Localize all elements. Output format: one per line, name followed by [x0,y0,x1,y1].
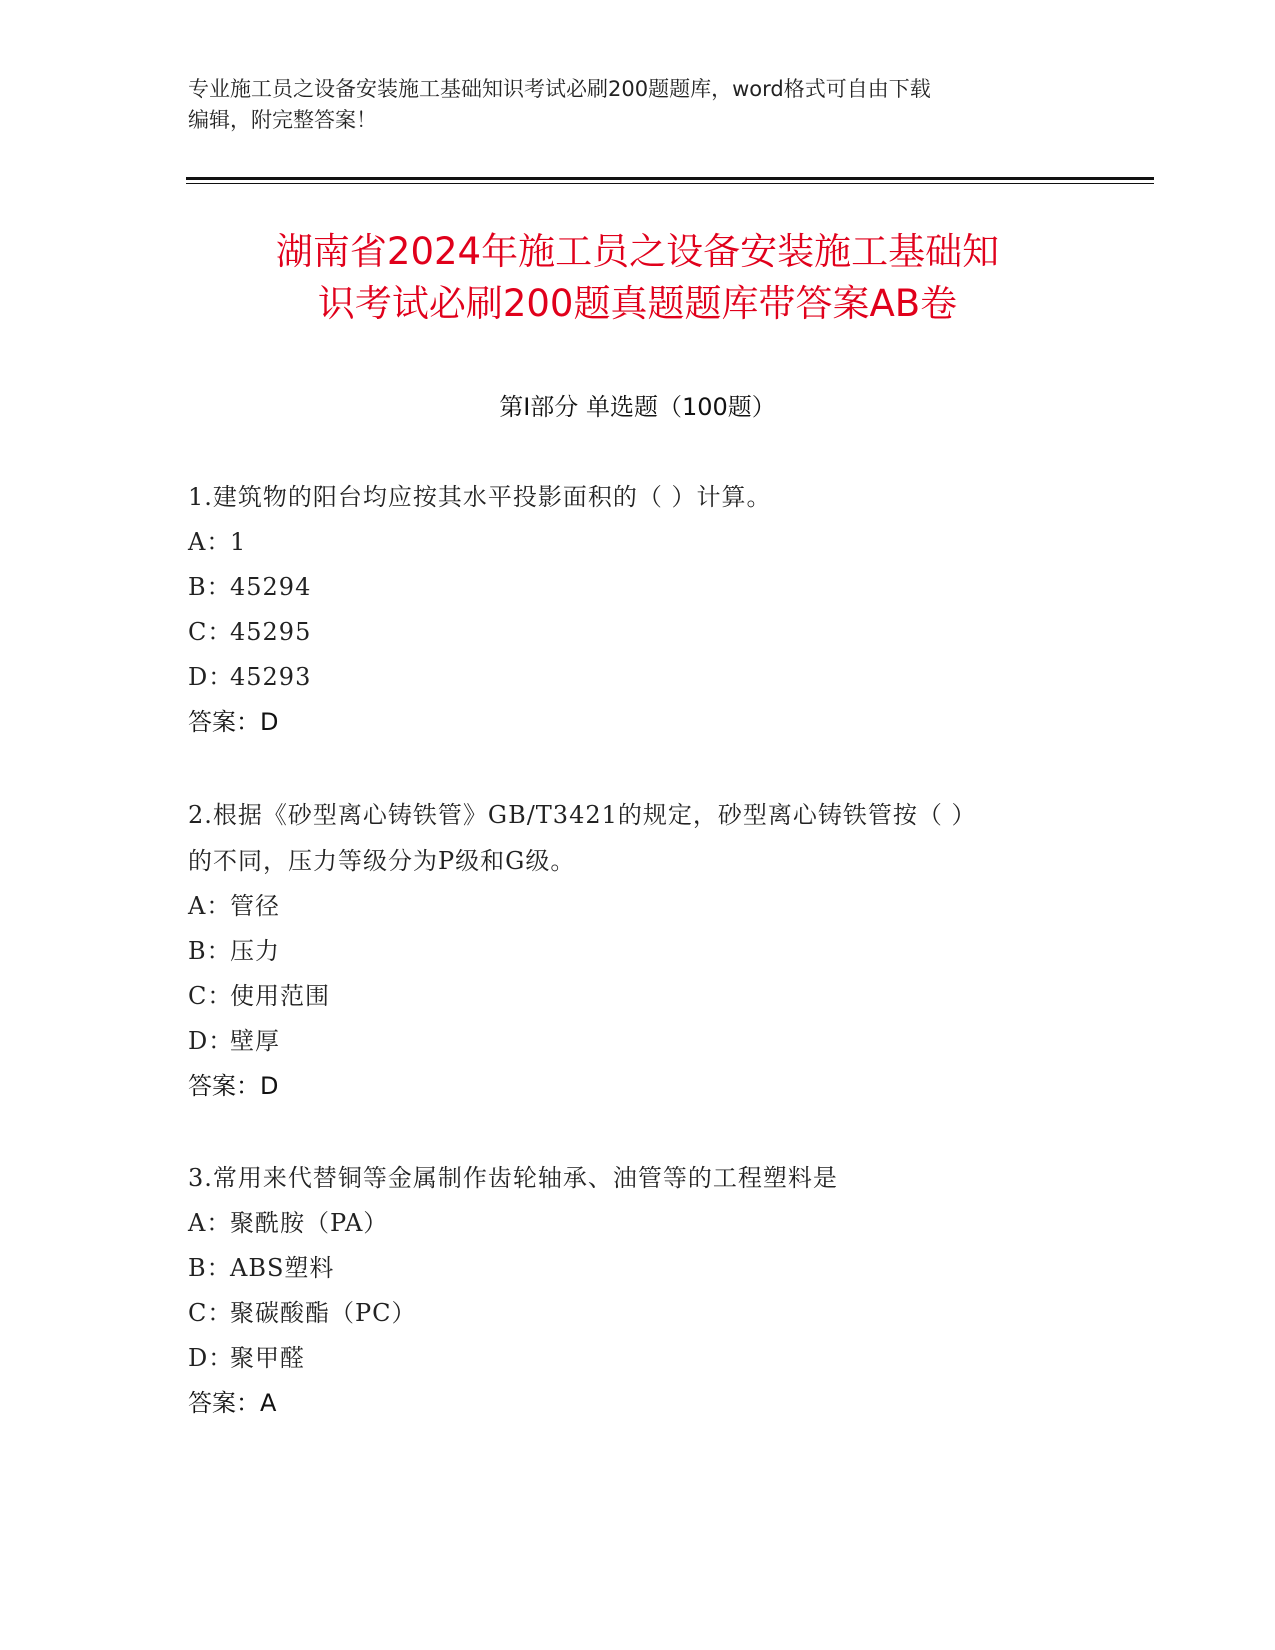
option-text: 1 [230,528,247,556]
option-a [188,520,1068,565]
option-key: D： [188,1344,234,1372]
option-key: B： [188,1254,232,1282]
answer-line: 答案：A [188,1389,277,1417]
option-c [188,610,1068,655]
question-stem: 3.常用来代替铜等金属制作齿轮轴承、油管等的工程塑料是 [188,1164,838,1192]
option-key: A： [188,1209,232,1237]
section-title: 第Ⅰ部分 单选题（100题） [499,393,776,421]
answer-line: 答案：D [188,708,279,736]
option-key: D： [188,1027,234,1055]
option-b [188,565,1068,610]
option-key: C： [188,618,233,646]
option-d [188,655,1068,700]
option-text: 聚甲醛 [230,1344,305,1372]
option-text: 45295 [230,618,312,646]
option-a [188,884,1068,929]
option-text: 压力 [230,937,280,965]
option-text: 聚酰胺（PA） [230,1209,389,1237]
option-key: C： [188,1299,233,1327]
answer-line: 答案：D [188,1072,279,1100]
option-b [188,1246,1068,1291]
option-c [188,974,1068,1019]
document-title [150,226,1125,330]
option-text: 使用范围 [230,982,330,1010]
option-key: B： [188,573,232,601]
header-note-line-2: 编辑，附完整答案！ [188,108,377,132]
option-key: C： [188,982,233,1010]
option-key: A： [188,528,232,556]
option-key: D： [188,663,234,691]
question-2 [188,792,1068,1109]
option-text: 管径 [230,892,280,920]
option-text: 45294 [230,573,312,601]
option-text: ABS塑料 [230,1254,335,1282]
option-key: A： [188,892,232,920]
option-d [188,1019,1068,1064]
header-note [188,74,1088,136]
document-title-line-2: 识考试必刷200题真题题库带答案AB卷 [317,282,958,325]
question-1 [188,474,1068,745]
option-text: 聚碳酸酯（PC） [230,1299,417,1327]
option-c [188,1291,1068,1336]
option-key: B： [188,937,232,965]
question-3 [188,1155,1068,1426]
option-text: 45293 [230,663,312,691]
question-stem-continued: 的不同，压力等级分为P级和G级。 [188,847,576,875]
document-title-line-1: 湖南省2024年施工员之设备安装施工基础知 [275,230,1000,273]
header-divider-thick [186,177,1154,180]
option-a [188,1201,1068,1246]
question-stem: 1.建筑物的阳台均应按其水平投影面积的（ ）计算。 [188,483,772,511]
header-divider-thin [186,183,1154,184]
option-text: 壁厚 [230,1027,280,1055]
question-stem: 2.根据《砂型离心铸铁管》GB/T3421的规定，砂型离心铸铁管按（ ） [188,801,977,829]
header-note-line-1: 专业施工员之设备安装施工基础知识考试必刷200题题库，word格式可自由下载 [188,77,931,101]
option-b [188,929,1068,974]
option-d [188,1336,1068,1381]
